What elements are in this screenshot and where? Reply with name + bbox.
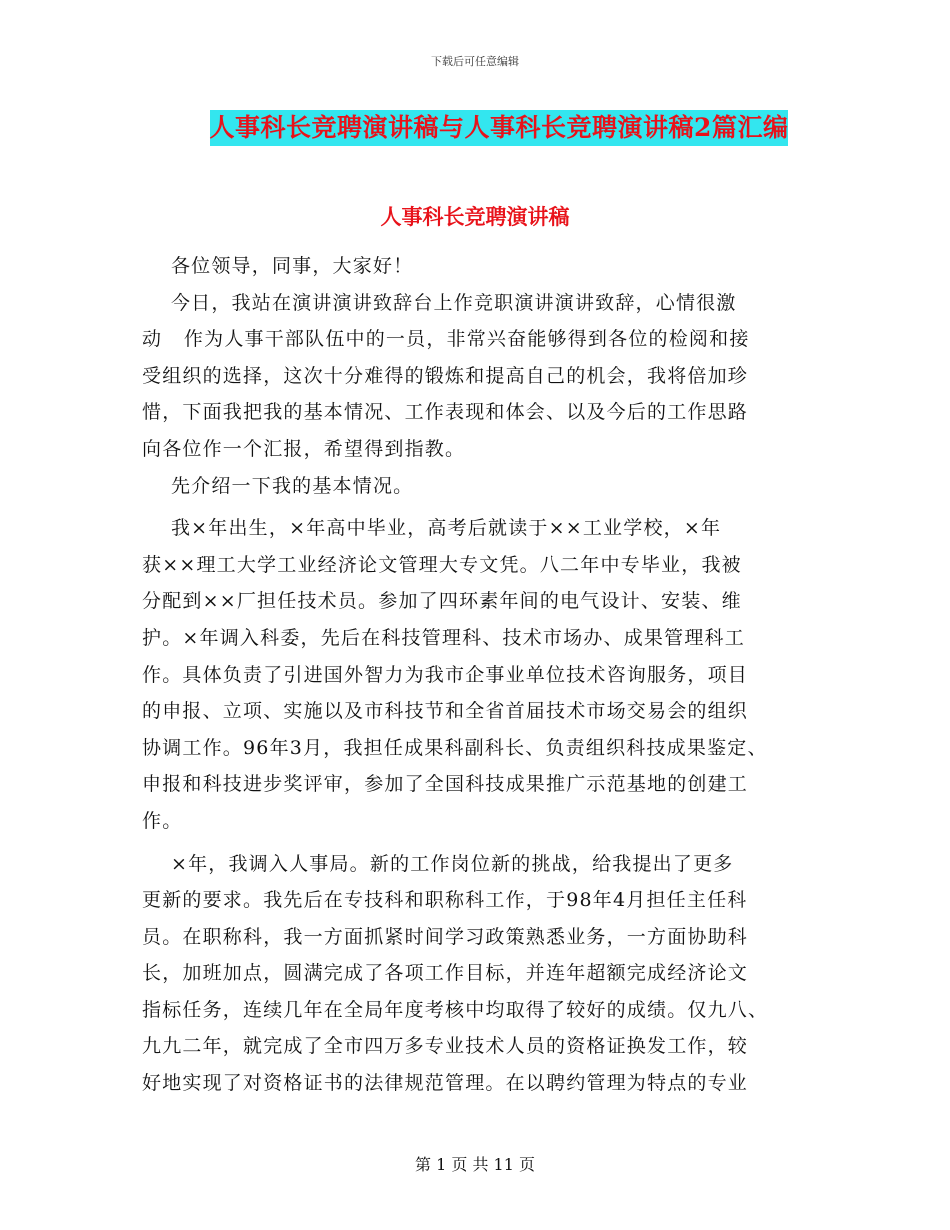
body-line: 长，加班加点，圆满完成了各项工作目标，并连年超额完成经济论文	[142, 962, 749, 985]
body-line: 作。	[142, 809, 183, 832]
body-line: 协调工作。96年3月，我担任成果科副科长、负责组织科技成果鉴定、	[142, 736, 768, 759]
body-line: 作。具体负责了引进国外智力为我市企事业单位技术咨询服务，项目	[142, 663, 749, 686]
body-line: ×年，我调入人事局。新的工作岗位新的挑战，给我提出了更多	[142, 852, 734, 875]
body-line: 各位领导，同事，大家好！	[142, 255, 414, 277]
body-line: 更新的要求。我先后在专技科和职称科工作，于98年4月担任主任科	[142, 889, 748, 912]
document-body	[142, 248, 814, 1102]
body-line: 好地实现了对资格证书的法律规范管理。在以聘约管理为特点的专业	[142, 1072, 749, 1095]
body-line: 分配到××厂担任技术员。参加了四环素年间的电气设计、安装、维	[142, 590, 742, 613]
document-main-title: 人事科长竞聘演讲稿与人事科长竞聘演讲稿2篇汇编	[210, 110, 789, 146]
body-line: 员。在职称科，我一方面抓紧时间学习政策熟悉业务，一方面协助科	[142, 925, 749, 948]
body-line: 获××理工大学工业经济论文管理大专文凭。八二年中专毕业，我被	[142, 553, 742, 576]
document-sub-title: 人事科长竞聘演讲稿	[380, 204, 570, 229]
body-line: 向各位作一个汇报，希望得到指教。	[142, 437, 466, 460]
page-number-footer: 第 1 页 共 11 页	[415, 1155, 535, 1174]
body-line: 护。×年调入科委，先后在科技管理科、技术市场办、成果管理科工	[142, 626, 745, 649]
body-line: 先介绍一下我的基本情况。	[142, 474, 414, 497]
body-line: 的申报、立项、实施以及市科技节和全省首届技术市场交易会的组织	[142, 700, 749, 723]
body-line: 动 作为人事干部队伍中的一员，非常兴奋能够得到各位的检阅和接	[142, 328, 750, 351]
body-line: 受组织的选择，这次十分难得的锻炼和提高自己的机会，我将倍加珍	[142, 364, 749, 387]
body-line: 今日，我站在演讲演讲致辞台上作竞职演讲演讲致辞，心情很激	[142, 291, 737, 314]
body-line: 惜，下面我把我的基本情况、工作表现和体会、以及今后的工作思路	[142, 401, 749, 424]
body-line: 指标任务，连续几年在全局年度考核中均取得了较好的成绩。仅九八、	[142, 998, 769, 1021]
body-line: 我×年出生，×年高中毕业，高考后就读于××工业学校，×年	[142, 517, 722, 540]
body-line: 申报和科技进步奖评审，参加了全国科技成果推广示范基地的创建工	[142, 773, 749, 796]
header-note: 下载后可任意编辑	[431, 55, 519, 68]
main-title-wrapper	[0, 110, 950, 146]
body-line: 九九二年，就完成了全市四万多专业技术人员的资格证换发工作，较	[142, 1035, 749, 1058]
